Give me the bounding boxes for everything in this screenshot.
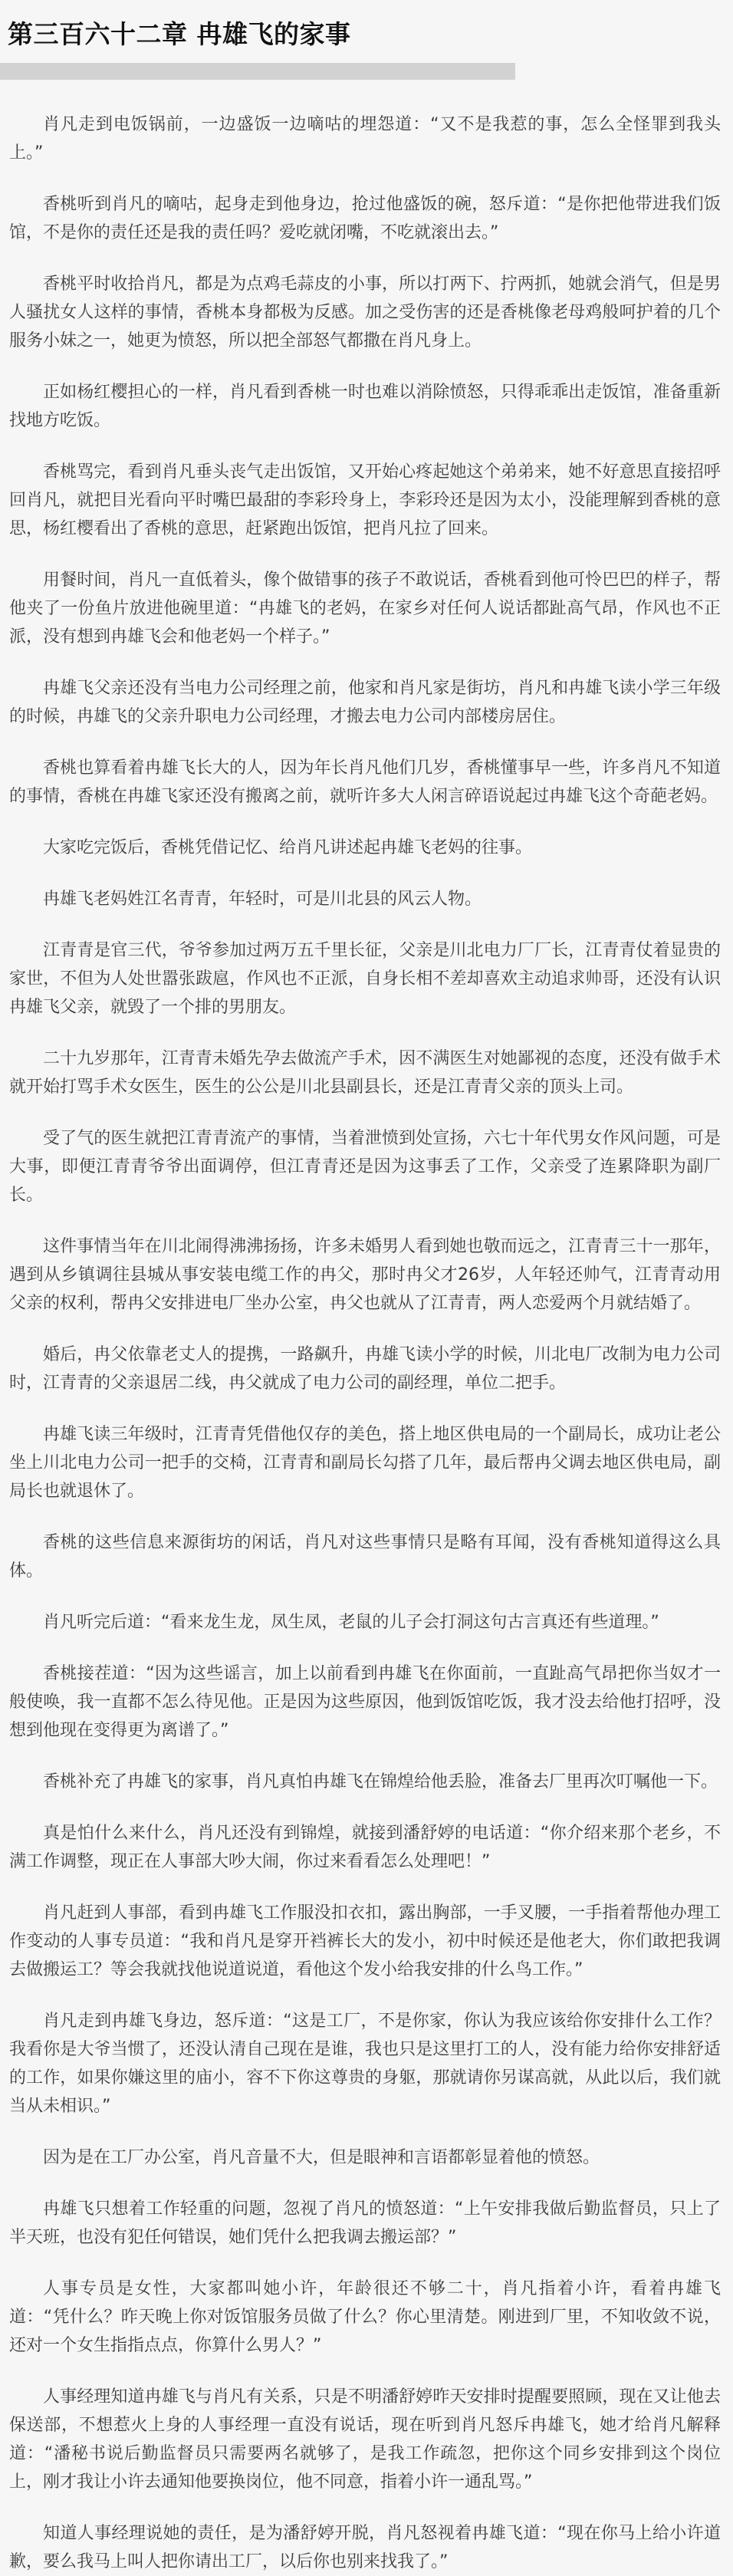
paragraph: 香桃骂完，看到肖凡垂头丧气走出饭馆，又开始心疼起她这个弟弟来，她不好意思直接招呼回肖凡，就把目光看向平时嘴巴最甜的李彩玲身上，李彩玲还是因为太小，没能理解到香桃的意思，杨红樱看出了香桃的意思，赶紧跑出饭馆，把肖凡拉了回来。	[9, 462, 721, 538]
paragraph: 香桃听到肖凡的嘀咕，起身走到他身边，抢过他盛饭的碗，怒斥道：“是你把他带进我们饭馆，不是你的责任还是我的责任吗？爱吃就闭嘴，不吃就滚出去。”	[9, 195, 721, 242]
paragraph: 用餐时间，肖凡一直低着头，像个做错事的孩子不敢说话，香桃看到他可怜巴巴的样子，帮他夹了一份鱼片放进他碗里道：“冉雄飞的老妈，在家乡对任何人说话都趾高气昂，作风也不正派，没有想到冉雄飞会和他老妈一个样子。”	[9, 571, 721, 646]
paragraph: 肖凡走到冉雄飞身边，怒斥道：“这是工厂，不是你家，你认为我应该给你安排什么工作？我看你是大爷当惯了，还没认清自己现在是谁，我也只是这里打工的人，没有能力给你安排舒适的工作，如果你嫌这里的庙小，容不下你这尊贵的身躯，那就请你另谋高就，从此以后，我们就当从未相识。”	[9, 2012, 721, 2116]
title-divider-bar	[0, 63, 515, 80]
paragraph: 知道人事经理说她的责任，是为潘舒婷开脱，肖凡怒视着冉雄飞道：“现在你马上给小许道歉，要么我马上叫人把你请出工厂，以后你也别来找我了。”	[9, 2524, 721, 2571]
paragraph: 香桃补充了冉雄飞的家事，肖凡真怕冉雄飞在锦煌给他丢脸，准备去厂里再次叮嘱他一下。	[43, 1772, 718, 1791]
paragraph: 香桃接茬道：“因为这些谣言，加上以前看到冉雄飞在你面前，一直趾高气昂把你当奴才一般使唤，我一直都不怎么待见他。正是因为这些原因，他到饭馆吃饭，我才没去给他打招呼，没想到他现在变得更为离谱了。”	[9, 1664, 721, 1740]
paragraph: 冉雄飞老妈姓江名青青，年轻时，可是川北县的风云人物。	[43, 890, 482, 909]
paragraph: 受了气的医生就把江青青流产的事情，当着泄愤到处宣扬，六七十年代男女作风问题，可是大事，即便江青青爷爷出面调停，但江青青还是因为这事丢了工作，父亲受了连累降职为副厂长。	[9, 1129, 721, 1205]
paragraph: 冉雄飞读三年级时，江青青凭借他仅存的美色，搭上地区供电局的一个副局长，成功让老公坐上川北电力公司一把手的交椅，江青青和副局长勾搭了几年，最后帮冉父调去地区供电局，副局长也就退休了。	[9, 1425, 721, 1501]
paragraph: 人事专员是女性，大家都叫她小许，年龄很还不够二十，肖凡指着小许，看着冉雄飞道：“凭什么？昨天晚上你对饭馆服务员做了什么？你心里清楚。刚进到厂里，不知收敛不说，还对一个女生指指点点，你算什么男人？”	[9, 2279, 721, 2355]
paragraph: 肖凡听完后道：“看来龙生龙，凤生凤，老鼠的儿子会打洞这句古言真还有些道理。”	[43, 1613, 659, 1632]
paragraph: 真是怕什么来什么，肖凡还没有到锦煌，就接到潘舒婷的电话道：“你介绍来那个老乡，不满工作调整，现正在人事部大吵大闹，你过来看看怎么处理吧！”	[9, 1824, 721, 1871]
chapter-title: 第三百六十二章 冉雄飞的家事	[8, 19, 351, 49]
paragraph: 香桃的这些信息来源街坊的闲话，肖凡对这些事情只是略有耳闻，没有香桃知道得这么具体。	[9, 1533, 721, 1581]
paragraph: 人事经理知道冉雄飞与肖凡有关系，只是不明潘舒婷昨天安排时提醒要照顾，现在又让他去保送部，不想惹火上身的人事经理一直没有说话，现在听到肖凡怒斥冉雄飞，她才给肖凡解释道：“潘秘书说后勤监督员只需要两名就够了，是我工作疏忽，把你这个同乡安排到这个岗位上，刚才我让小许去通知他要换岗位，他不同意，指着小许一通乱骂。”	[9, 2387, 721, 2492]
paragraph: 大家吃完饭后，香桃凭借记忆、给肖凡讲述起冉雄飞老妈的往事。	[43, 838, 533, 857]
paragraph: 肖凡走到电饭锅前，一边盛饭一边嘀咕的埋怨道：“又不是我惹的事，怎么全怪罪到我头上。”	[9, 115, 721, 163]
paragraph: 肖凡赶到人事部，看到冉雄飞工作服没扣衣扣，露出胸部，一手叉腰，一手指着帮他办理工作变动的人事专员道：“我和肖凡是穿开裆裤长大的发小，初中时候还是他老大，你们敢把我调去做搬运工？等会我就找他说道说道，看他这个发小给我安排的什么鸟工作。”	[9, 1903, 721, 1979]
paragraph: 香桃平时收拾肖凡，都是为点鸡毛蒜皮的小事，所以打两下、拧两抓，她就会消气，但是男人骚扰女人这样的事情，香桃本身都极为反感。加之受伤害的还是香桃像老母鸡般呵护着的几个服务小妹之一，她更为愤怒，所以把全部怒气都撒在肖凡身上。	[9, 275, 721, 350]
paragraph: 这件事情当年在川北闹得沸沸扬扬，许多未婚男人看到她也敬而远之，江青青三十一那年，遇到从乡镇调往县城从事安装电缆工作的冉父，那时冉父才26岁，人年轻还帅气，江青青动用父亲的权利，帮冉父安排进电厂坐办公室，冉父也就从了江青青，两人恋爱两个月就结婚了。	[9, 1237, 721, 1313]
paragraph: 二十九岁那年，江青青未婚先孕去做流产手术，因不满医生对她鄙视的态度，还没有做手术就开始打骂手术女医生，医生的公公是川北县副县长，还是江青青父亲的顶头上司。	[9, 1049, 721, 1097]
paragraph: 香桃也算看着冉雄飞长大的人，因为年长肖凡他们几岁，香桃懂事早一些，许多肖凡不知道的事情，香桃在冉雄飞家还没有搬离之前，就听许多大人闲言碎语说起过冉雄飞这个奇葩老妈。	[9, 758, 721, 806]
paragraph: 婚后，冉父依靠老丈人的提携，一路飙升，冉雄飞读小学的时候，川北电厂改制为电力公司时，江青青的父亲退居二线，冉父就成了电力公司的副经理，单位二把手。	[9, 1345, 721, 1393]
chapter-content	[0, 110, 733, 2576]
paragraph: 冉雄飞只想着工作轻重的问题，忽视了肖凡的愤怒道：“上午安排我做后勤监督员，只上了半天班，也没有犯任何错误，她们凭什么把我调去搬运部？”	[9, 2199, 721, 2247]
paragraph: 冉雄飞父亲还没有当电力公司经理之前，他家和肖凡家是街坊，肖凡和冉雄飞读小学三年级的时候，冉雄飞的父亲升职电力公司经理，才搬去电力公司内部楼房居住。	[9, 679, 721, 726]
paragraph: 因为是在工厂办公室，肖凡音量不大，但是眼神和言语都彰显着他的愤怒。	[43, 2148, 600, 2167]
paragraph: 江青青是官三代，爷爷参加过两万五千里长征，父亲是川北电力厂厂长，江青青仗着显贵的家世，不但为人处世嚣张跋扈，作风也不正派，自身长相不差却喜欢主动追求帅哥，还没有认识冉雄飞父亲，就毁了一个排的男朋友。	[9, 941, 721, 1017]
paragraph: 正如杨红樱担心的一样，肖凡看到香桃一时也难以消除愤怒，只得乖乖出走饭馆，准备重新找地方吃饭。	[9, 383, 721, 430]
